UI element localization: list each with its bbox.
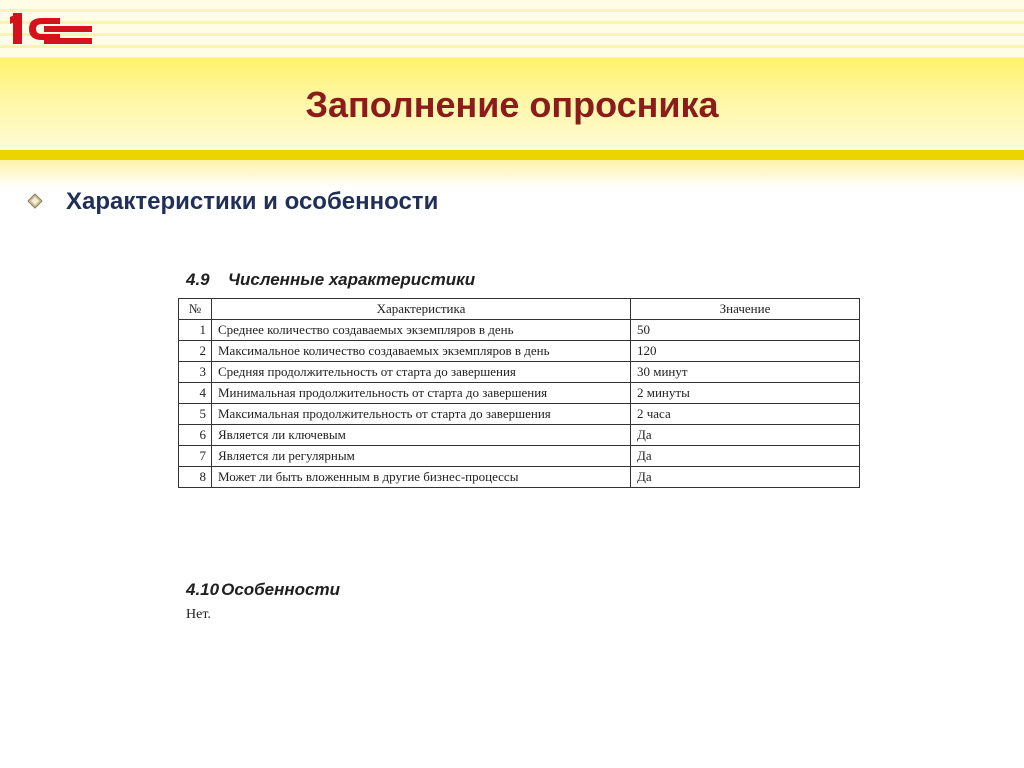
row-number: 5 — [179, 404, 212, 425]
table-row — [179, 320, 860, 341]
characteristics-table — [178, 298, 860, 488]
row-number: 3 — [179, 362, 212, 383]
column-header-value: Значение — [631, 299, 860, 320]
table-row — [179, 404, 860, 425]
header-stripes — [0, 0, 1024, 58]
row-number: 2 — [179, 341, 212, 362]
table-row — [179, 446, 860, 467]
section-number: 4.10 — [186, 580, 220, 599]
row-characteristic: Максимальное количество создаваемых экземпляров в день — [212, 341, 631, 362]
row-value: 2 часа — [631, 404, 860, 425]
row-value: 50 — [631, 320, 860, 341]
features-text: Нет. — [186, 607, 211, 622]
row-number: 7 — [179, 446, 212, 467]
row-value: Да — [631, 467, 860, 488]
section-heading-4-10 — [186, 580, 340, 600]
table-row — [179, 383, 860, 404]
diamond-bullet-icon — [27, 193, 43, 209]
section-title: Численные характеристики — [228, 270, 476, 289]
column-header-characteristic: Характеристика — [212, 299, 631, 320]
row-number: 4 — [179, 383, 212, 404]
row-value: 2 минуты — [631, 383, 860, 404]
page-title: Заполнение опросника — [305, 84, 719, 125]
section-title: Особенности — [221, 580, 341, 599]
row-characteristic: Является ли регулярным — [212, 446, 631, 467]
table-row — [179, 341, 860, 362]
column-header-number: № — [179, 299, 212, 320]
row-value: Да — [631, 446, 860, 467]
row-value: Да — [631, 425, 860, 446]
section-heading-4-9 — [186, 270, 475, 290]
title-band-shadow — [0, 160, 1024, 188]
row-number: 6 — [179, 425, 212, 446]
row-value: 120 — [631, 341, 860, 362]
slide-subtitle: Характеристики и особенности — [66, 188, 439, 215]
1c-logo — [10, 12, 94, 46]
row-characteristic: Является ли ключевым — [212, 425, 631, 446]
table-row — [179, 362, 860, 383]
row-value: 30 минут — [631, 362, 860, 383]
table-header-row — [179, 299, 860, 320]
row-characteristic: Может ли быть вложенным в другие бизнес-процессы — [212, 467, 631, 488]
title-band-divider — [0, 150, 1024, 160]
row-characteristic: Средняя продолжительность от старта до завершения — [212, 362, 631, 383]
row-characteristic: Максимальная продолжительность от старта до завершения — [212, 404, 631, 425]
section-number: 4.9 — [186, 270, 210, 289]
row-number: 1 — [179, 320, 212, 341]
row-characteristic: Среднее количество создаваемых экземпляров в день — [212, 320, 631, 341]
row-number: 8 — [179, 467, 212, 488]
table-row — [179, 467, 860, 488]
table-row — [179, 425, 860, 446]
row-characteristic: Минимальная продолжительность от старта до завершения — [212, 383, 631, 404]
